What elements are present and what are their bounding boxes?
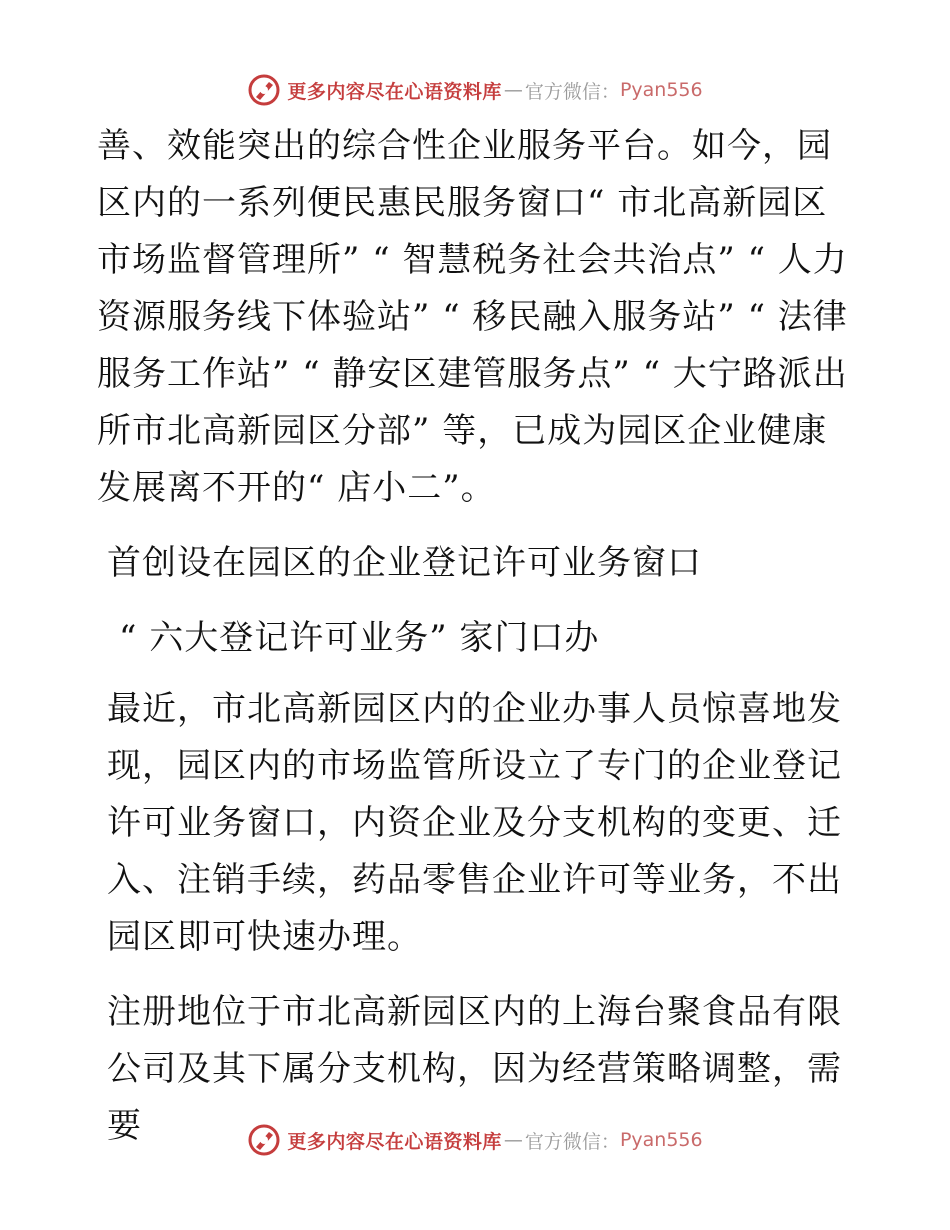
footer-watermark	[0, 1120, 950, 1160]
brand-logo-icon	[247, 1123, 281, 1157]
paragraph-company-example: 注册地位于市北高新园区内的上海台聚食品有限公司及其下属分支机构，因为经营策略调整，需要	[107, 992, 842, 1146]
document-body	[97, 118, 857, 1173]
watermark-text: 更多内容尽在心语资料库	[287, 80, 502, 103]
paragraph-registration-window: 最近，市北高新园区内的企业办事人员惊喜地发现，园区内的市场监管所设立了专门的企业登记许可业务窗口，内资企业及分支机构的变更、迁入、注销手续，药品零售企业许可等业务，不出园区即可快速办理。	[107, 689, 842, 957]
watermark-wechat-id: Pyan556	[619, 1129, 703, 1151]
header-watermark	[0, 70, 950, 110]
section-heading-2: “ 六大登记许可业务” 家门口办	[119, 618, 600, 658]
watermark-dash: —	[503, 79, 523, 101]
watermark-wechat-id: Pyan556	[619, 79, 703, 101]
section-heading-1: 首创设在园区的企业登记许可业务窗口	[107, 543, 702, 583]
watermark-official-label: 官方微信：	[524, 80, 620, 103]
watermark-official-label: 官方微信：	[524, 1130, 620, 1153]
paragraph-services: 善、效能突出的综合性企业服务平台。如今，园区内的一系列便民惠民服务窗口“ 市北高新园区市场监督管理所” “ 智慧税务社会共治点” “ 人力资源服务线下体验站” “ 移民融入服务站” “ 法律服务工作站” “ 静安区建管服务点” “ 大宁路派出所市北高新园区分部” 等，已成为园区企业健康发展离不开的“ 店小二”。	[97, 126, 848, 508]
brand-logo-icon	[247, 73, 281, 107]
watermark-text: 更多内容尽在心语资料库	[287, 1130, 502, 1153]
watermark-dash: —	[503, 1129, 523, 1151]
